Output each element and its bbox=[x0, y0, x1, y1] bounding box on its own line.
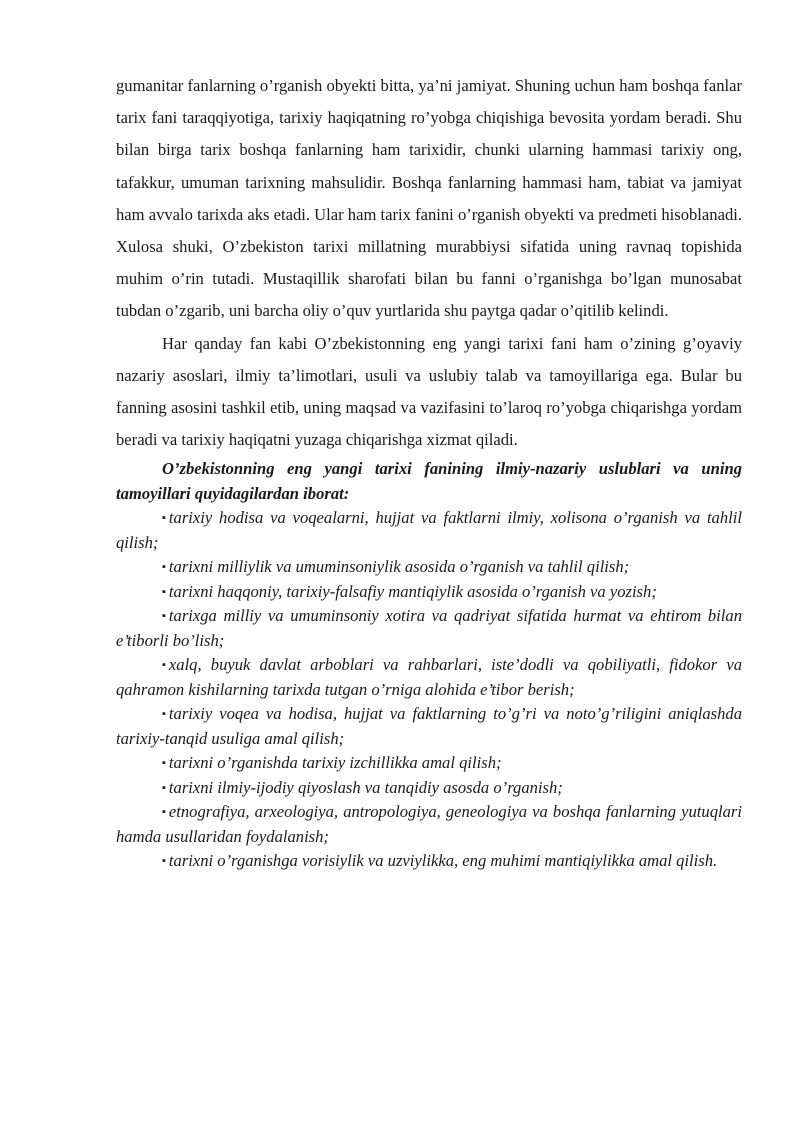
bullet-icon: ▪ bbox=[162, 512, 166, 525]
list-item: ▪ tarixiy voqea va hodisa, hujjat va faktlarning to’g’ri va noto’g’riligini aniqlashda tarixiy-tanqid usuliga amal qilish; bbox=[116, 704, 742, 748]
list-item: ▪ xalq, buyuk davlat arboblari va rahbarlari, iste’dodli va qobiliyatli, fidokor va qahramon kishilarning tarixda tutgan o’rniga alohida e’tibor berish; bbox=[116, 655, 742, 699]
bullet-icon: ▪ bbox=[162, 855, 166, 868]
list-item: ▪ tarixiy hodisa va voqealarni, hujjat va faktlarni ilmiy, xolisona o’rganish va tahlil qilish; bbox=[116, 508, 742, 552]
bullet-icon: ▪ bbox=[162, 806, 166, 819]
bullet-icon: ▪ bbox=[162, 708, 166, 721]
list-item: ▪ tarixni ilmiy-ijodiy qiyoslash va tanqidiy asosda o’rganish; bbox=[116, 776, 742, 801]
list-item: ▪ tarixni o’rganishga vorisiylik va uzviylikka, eng muhimi mantiqiylikka amal qilish. bbox=[116, 849, 742, 874]
bullet-icon: ▪ bbox=[162, 757, 166, 770]
paragraph-intro: Har qanday fan kabi O’zbekistonning eng yangi tarixi fani ham o’zining g’oyaviy nazariy asoslari, ilmiy ta’limotlari, usuli va uslubiy talab va tamoyillariga ega. Bular bu fanning asosini tashkil etib, uning maqsad va vazifasini to’laroq ro’yobga chiqarishga yordam beradi va tarixiy haqiqatni yuzaga chiqarishga xizmat qiladi. bbox=[116, 333, 742, 450]
document-page bbox=[116, 70, 742, 874]
bullet-icon: ▪ bbox=[162, 610, 166, 623]
list-item: ▪ tarixni o’rganishda tarixiy izchillikka amal qilish; bbox=[116, 751, 742, 776]
bullet-icon: ▪ bbox=[162, 781, 166, 794]
bullet-icon: ▪ bbox=[162, 585, 166, 598]
bullet-icon: ▪ bbox=[162, 659, 166, 672]
list-item: ▪ tarixni haqqoniy, tarixiy-falsafiy mantiqiylik asosida o’rganish va yozish; bbox=[116, 580, 742, 605]
paragraph-continuation: gumanitar fanlarning o’rganish obyekti bitta, ya’ni jamiyat. Shuning uchun ham boshqa fanlar tarix fani taraqqiyotiga, tarixiy haqiqatning ro’yobga chiqishiga bevosita yordam beradi. Shu bilan birga tarix boshqa fanlarning ham tarixidir, chunki ularning hammasi tarixiy ong, tafakkur, umuman tarixning mahsulidir. Boshqa fanlarning hammasi ham, tabiat va jamiyat ham avvalo tarixda aks etadi. Ular ham tarix fanini o’rganish obyekti va predmeti hisoblanadi. Xulosa shuki, O’zbekiston tarixi millatning murabbiysi sifatida uning ravnaq topishida muhim o’rin tutadi. Mustaqillik sharofati bilan bu fanni o’rganishga bo’lgan munosabat tubdan o’zgarib, uni barcha oliy o’quv yurtlarida shu paytga qadar o’qitilib kelindi. bbox=[116, 76, 742, 321]
list-item: ▪ tarixga milliy va umuminsoniy xotira va qadriyat sifatida hurmat va ehtirom bilan e’tiborli bo’lish; bbox=[116, 606, 742, 650]
list-item: ▪ tarixni milliylik va umuminsoniylik asosida o’rganish va tahlil qilish; bbox=[116, 555, 742, 580]
principles-list bbox=[116, 506, 742, 874]
bullet-icon: ▪ bbox=[162, 561, 166, 574]
section-heading: O’zbekistonning eng yangi tarixi fanining ilmiy-nazariy uslublari va uning tamoyillari quyidagilardan iborat: bbox=[116, 459, 742, 503]
list-item: ▪ etnografiya, arxeologiya, antropologiya, geneologiya va boshqa fanlarning yutuqlari hamda usullaridan foydalanish; bbox=[116, 802, 742, 846]
